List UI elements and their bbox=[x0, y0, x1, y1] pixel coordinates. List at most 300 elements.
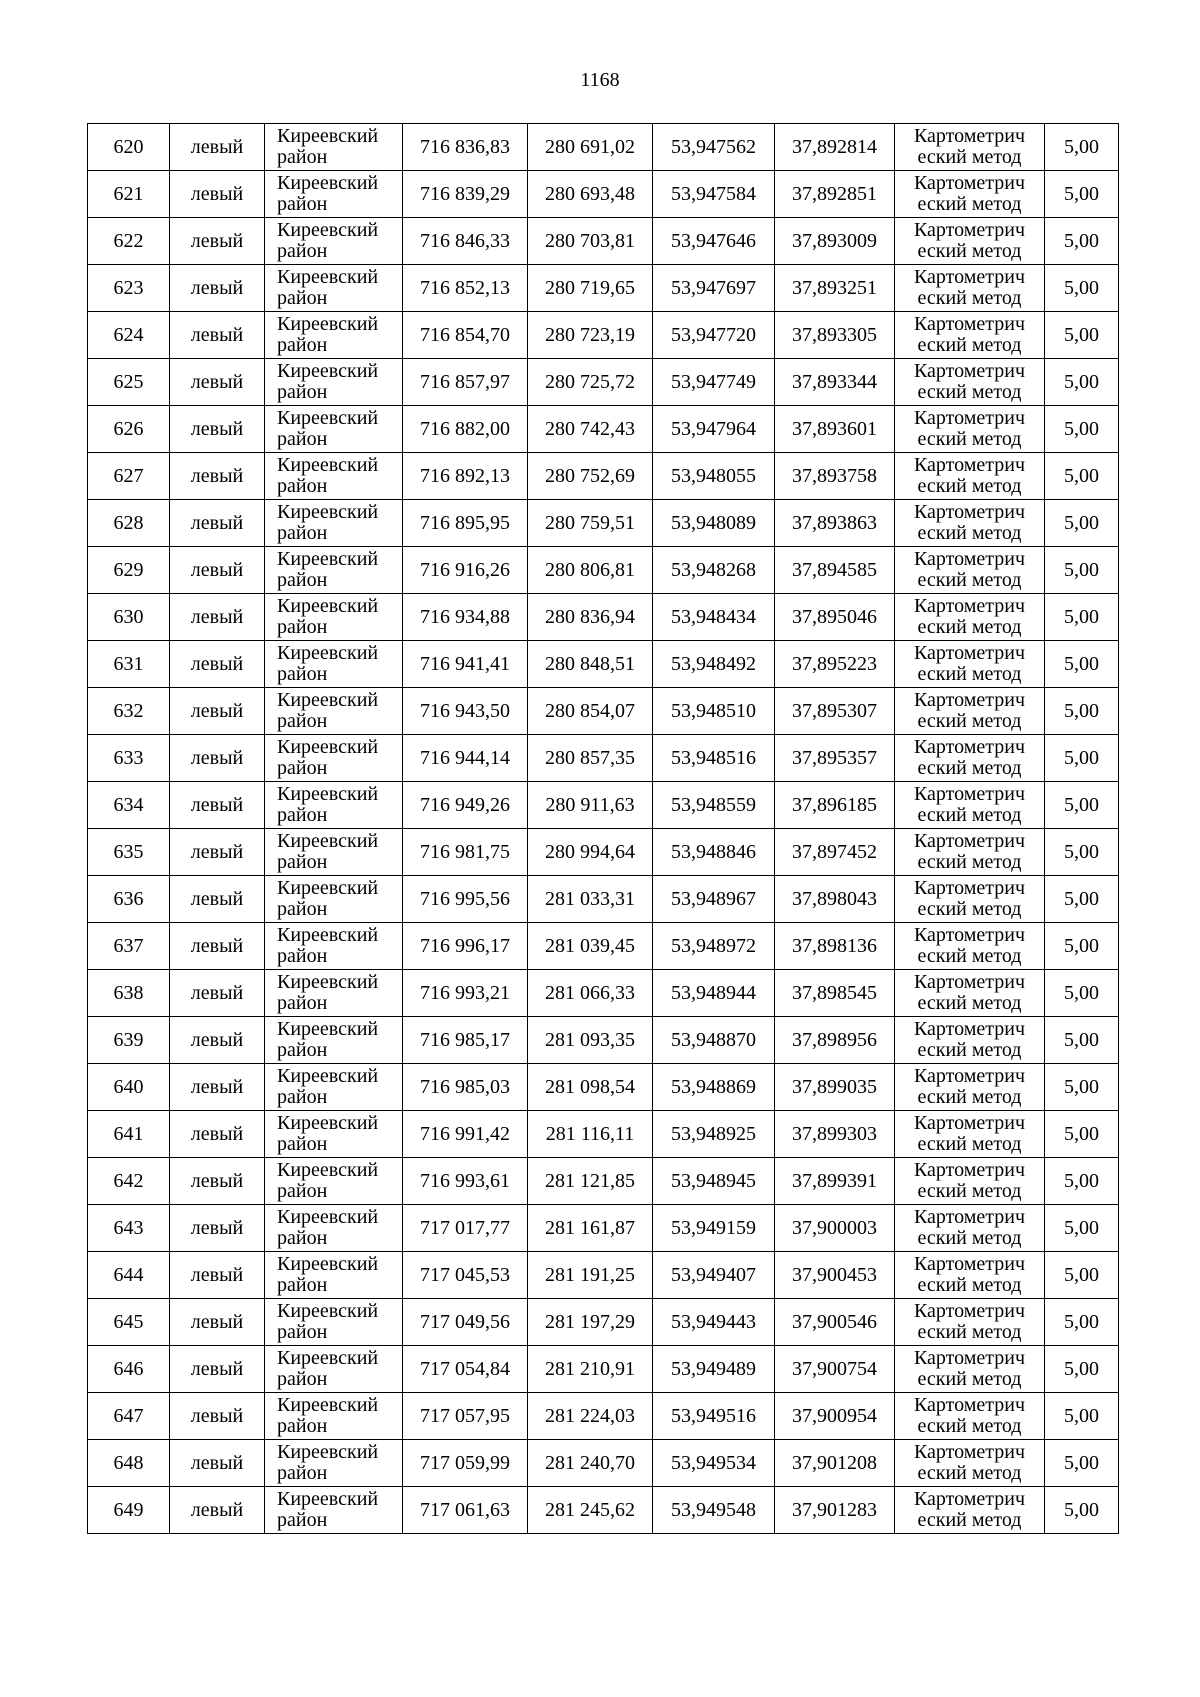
method-line-1: Картометрич bbox=[913, 1018, 1026, 1040]
point-number-cell: 631 bbox=[88, 641, 170, 688]
region-line-1: Киреевский bbox=[277, 313, 379, 335]
region-line-2: район bbox=[277, 428, 328, 450]
method-line-2: еский метод bbox=[917, 757, 1022, 779]
x-coordinate-cell: 717 054,84 bbox=[403, 1346, 528, 1393]
method-line-1: Картометрич bbox=[913, 1488, 1026, 1510]
method-line-1: Картометрич bbox=[913, 548, 1026, 570]
point-number-cell: 628 bbox=[88, 500, 170, 547]
region-line-2: район bbox=[277, 240, 328, 262]
longitude-cell: 37,899303 bbox=[775, 1111, 895, 1158]
point-number-cell: 649 bbox=[88, 1487, 170, 1534]
point-number-cell: 633 bbox=[88, 735, 170, 782]
bank-side-cell: левый bbox=[170, 1111, 265, 1158]
bank-side-cell: левый bbox=[170, 547, 265, 594]
method-line-2: еский метод bbox=[917, 1509, 1022, 1531]
region-cell bbox=[265, 594, 403, 641]
accuracy-cell: 5,00 bbox=[1045, 829, 1119, 876]
table-row bbox=[88, 547, 1119, 594]
x-coordinate-cell: 716 916,26 bbox=[403, 547, 528, 594]
region-line-1: Киреевский bbox=[277, 125, 379, 147]
latitude-cell: 53,948089 bbox=[653, 500, 775, 547]
region-line-1: Киреевский bbox=[277, 1441, 379, 1463]
method-cell bbox=[895, 923, 1045, 970]
method-line-2: еский метод bbox=[917, 1415, 1022, 1437]
table-row bbox=[88, 1205, 1119, 1252]
y-coordinate-cell: 280 752,69 bbox=[528, 453, 653, 500]
bank-side-cell: левый bbox=[170, 1487, 265, 1534]
accuracy-cell: 5,00 bbox=[1045, 641, 1119, 688]
region-line-2: район bbox=[277, 522, 328, 544]
region-line-1: Киреевский bbox=[277, 501, 379, 523]
region-line-1: Киреевский bbox=[277, 360, 379, 382]
longitude-cell: 37,900754 bbox=[775, 1346, 895, 1393]
coordinates-table bbox=[87, 123, 1119, 1534]
region-cell bbox=[265, 359, 403, 406]
region-cell bbox=[265, 1393, 403, 1440]
method-line-2: еский метод bbox=[917, 522, 1022, 544]
bank-side-cell: левый bbox=[170, 218, 265, 265]
region-cell bbox=[265, 1064, 403, 1111]
region-cell bbox=[265, 735, 403, 782]
accuracy-cell: 5,00 bbox=[1045, 1346, 1119, 1393]
y-coordinate-cell: 281 116,11 bbox=[528, 1111, 653, 1158]
method-line-1: Картометрич bbox=[913, 877, 1026, 899]
region-line-2: район bbox=[277, 1368, 328, 1390]
longitude-cell: 37,893251 bbox=[775, 265, 895, 312]
region-line-1: Киреевский bbox=[277, 642, 379, 664]
bank-side-cell: левый bbox=[170, 594, 265, 641]
method-line-1: Картометрич bbox=[913, 830, 1026, 852]
region-line-2: район bbox=[277, 381, 328, 403]
y-coordinate-cell: 281 224,03 bbox=[528, 1393, 653, 1440]
x-coordinate-cell: 716 934,88 bbox=[403, 594, 528, 641]
region-line-2: район bbox=[277, 1462, 328, 1484]
longitude-cell: 37,893344 bbox=[775, 359, 895, 406]
longitude-cell: 37,893601 bbox=[775, 406, 895, 453]
y-coordinate-cell: 281 161,87 bbox=[528, 1205, 653, 1252]
region-line-2: район bbox=[277, 992, 328, 1014]
latitude-cell: 53,949516 bbox=[653, 1393, 775, 1440]
method-line-1: Картометрич bbox=[913, 1253, 1026, 1275]
accuracy-cell: 5,00 bbox=[1045, 1440, 1119, 1487]
x-coordinate-cell: 716 854,70 bbox=[403, 312, 528, 359]
table-row bbox=[88, 1064, 1119, 1111]
accuracy-cell: 5,00 bbox=[1045, 1205, 1119, 1252]
y-coordinate-cell: 281 191,25 bbox=[528, 1252, 653, 1299]
accuracy-cell: 5,00 bbox=[1045, 1252, 1119, 1299]
region-line-2: район bbox=[277, 1133, 328, 1155]
x-coordinate-cell: 716 993,61 bbox=[403, 1158, 528, 1205]
y-coordinate-cell: 281 197,29 bbox=[528, 1299, 653, 1346]
x-coordinate-cell: 716 996,17 bbox=[403, 923, 528, 970]
y-coordinate-cell: 281 121,85 bbox=[528, 1158, 653, 1205]
longitude-cell: 37,895223 bbox=[775, 641, 895, 688]
region-line-2: район bbox=[277, 569, 328, 591]
method-line-1: Картометрич bbox=[913, 1347, 1026, 1369]
region-line-2: район bbox=[277, 851, 328, 873]
region-line-2: район bbox=[277, 898, 328, 920]
method-cell bbox=[895, 1440, 1045, 1487]
longitude-cell: 37,892851 bbox=[775, 171, 895, 218]
method-line-2: еский метод bbox=[917, 1039, 1022, 1061]
bank-side-cell: левый bbox=[170, 1158, 265, 1205]
bank-side-cell: левый bbox=[170, 406, 265, 453]
method-cell bbox=[895, 1205, 1045, 1252]
y-coordinate-cell: 281 093,35 bbox=[528, 1017, 653, 1064]
region-line-1: Киреевский bbox=[277, 407, 379, 429]
latitude-cell: 53,949534 bbox=[653, 1440, 775, 1487]
table-row bbox=[88, 1440, 1119, 1487]
region-cell bbox=[265, 453, 403, 500]
longitude-cell: 37,893009 bbox=[775, 218, 895, 265]
accuracy-cell: 5,00 bbox=[1045, 171, 1119, 218]
x-coordinate-cell: 716 985,17 bbox=[403, 1017, 528, 1064]
region-line-1: Киреевский bbox=[277, 1300, 379, 1322]
table-row bbox=[88, 1346, 1119, 1393]
method-line-2: еский метод bbox=[917, 475, 1022, 497]
method-line-1: Картометрич bbox=[913, 1206, 1026, 1228]
latitude-cell: 53,948510 bbox=[653, 688, 775, 735]
method-cell bbox=[895, 1346, 1045, 1393]
y-coordinate-cell: 280 759,51 bbox=[528, 500, 653, 547]
point-number-cell: 627 bbox=[88, 453, 170, 500]
method-line-1: Картометрич bbox=[913, 783, 1026, 805]
accuracy-cell: 5,00 bbox=[1045, 1064, 1119, 1111]
method-line-2: еский метод bbox=[917, 1133, 1022, 1155]
region-line-1: Киреевский bbox=[277, 1206, 379, 1228]
latitude-cell: 53,949407 bbox=[653, 1252, 775, 1299]
bank-side-cell: левый bbox=[170, 1440, 265, 1487]
method-line-2: еский метод bbox=[917, 616, 1022, 638]
y-coordinate-cell: 280 725,72 bbox=[528, 359, 653, 406]
accuracy-cell: 5,00 bbox=[1045, 500, 1119, 547]
region-cell bbox=[265, 265, 403, 312]
method-cell bbox=[895, 1111, 1045, 1158]
region-line-1: Киреевский bbox=[277, 1159, 379, 1181]
point-number-cell: 644 bbox=[88, 1252, 170, 1299]
y-coordinate-cell: 280 911,63 bbox=[528, 782, 653, 829]
longitude-cell: 37,900954 bbox=[775, 1393, 895, 1440]
region-line-2: район bbox=[277, 193, 328, 215]
y-coordinate-cell: 280 857,35 bbox=[528, 735, 653, 782]
accuracy-cell: 5,00 bbox=[1045, 312, 1119, 359]
y-coordinate-cell: 280 994,64 bbox=[528, 829, 653, 876]
region-line-2: район bbox=[277, 945, 328, 967]
region-line-1: Киреевский bbox=[277, 1488, 379, 1510]
method-line-1: Картометрич bbox=[913, 1441, 1026, 1463]
method-cell bbox=[895, 547, 1045, 594]
latitude-cell: 53,948967 bbox=[653, 876, 775, 923]
x-coordinate-cell: 716 991,42 bbox=[403, 1111, 528, 1158]
region-cell bbox=[265, 547, 403, 594]
method-line-2: еский метод bbox=[917, 898, 1022, 920]
method-line-1: Картометрич bbox=[913, 1300, 1026, 1322]
method-line-2: еский метод bbox=[917, 1086, 1022, 1108]
method-cell bbox=[895, 970, 1045, 1017]
accuracy-cell: 5,00 bbox=[1045, 359, 1119, 406]
y-coordinate-cell: 280 836,94 bbox=[528, 594, 653, 641]
method-line-2: еский метод bbox=[917, 945, 1022, 967]
accuracy-cell: 5,00 bbox=[1045, 735, 1119, 782]
method-cell bbox=[895, 406, 1045, 453]
region-cell bbox=[265, 1487, 403, 1534]
table-row bbox=[88, 735, 1119, 782]
method-line-2: еский метод bbox=[917, 334, 1022, 356]
bank-side-cell: левый bbox=[170, 1205, 265, 1252]
accuracy-cell: 5,00 bbox=[1045, 876, 1119, 923]
region-cell bbox=[265, 312, 403, 359]
longitude-cell: 37,893863 bbox=[775, 500, 895, 547]
region-cell bbox=[265, 876, 403, 923]
region-line-1: Киреевский bbox=[277, 266, 379, 288]
bank-side-cell: левый bbox=[170, 829, 265, 876]
method-line-1: Картометрич bbox=[913, 219, 1026, 241]
accuracy-cell: 5,00 bbox=[1045, 1158, 1119, 1205]
bank-side-cell: левый bbox=[170, 782, 265, 829]
region-line-2: район bbox=[277, 1415, 328, 1437]
table-row bbox=[88, 1017, 1119, 1064]
x-coordinate-cell: 716 995,56 bbox=[403, 876, 528, 923]
method-line-1: Картометрич bbox=[913, 313, 1026, 335]
region-cell bbox=[265, 124, 403, 171]
region-cell bbox=[265, 923, 403, 970]
x-coordinate-cell: 716 941,41 bbox=[403, 641, 528, 688]
region-line-2: район bbox=[277, 475, 328, 497]
x-coordinate-cell: 717 061,63 bbox=[403, 1487, 528, 1534]
point-number-cell: 641 bbox=[88, 1111, 170, 1158]
point-number-cell: 640 bbox=[88, 1064, 170, 1111]
point-number-cell: 642 bbox=[88, 1158, 170, 1205]
table-row bbox=[88, 688, 1119, 735]
latitude-cell: 53,949159 bbox=[653, 1205, 775, 1252]
region-line-2: район bbox=[277, 334, 328, 356]
bank-side-cell: левый bbox=[170, 500, 265, 547]
longitude-cell: 37,900453 bbox=[775, 1252, 895, 1299]
method-line-2: еский метод bbox=[917, 992, 1022, 1014]
accuracy-cell: 5,00 bbox=[1045, 124, 1119, 171]
region-line-2: район bbox=[277, 287, 328, 309]
latitude-cell: 53,947720 bbox=[653, 312, 775, 359]
region-line-2: район bbox=[277, 710, 328, 732]
accuracy-cell: 5,00 bbox=[1045, 1017, 1119, 1064]
longitude-cell: 37,894585 bbox=[775, 547, 895, 594]
region-cell bbox=[265, 782, 403, 829]
method-line-2: еский метод bbox=[917, 569, 1022, 591]
method-line-1: Картометрич bbox=[913, 407, 1026, 429]
longitude-cell: 37,895357 bbox=[775, 735, 895, 782]
x-coordinate-cell: 716 852,13 bbox=[403, 265, 528, 312]
method-line-2: еский метод bbox=[917, 287, 1022, 309]
region-line-1: Киреевский bbox=[277, 1253, 379, 1275]
region-line-2: район bbox=[277, 1274, 328, 1296]
region-line-2: район bbox=[277, 663, 328, 685]
method-line-1: Картометрич bbox=[913, 1159, 1026, 1181]
x-coordinate-cell: 716 993,21 bbox=[403, 970, 528, 1017]
point-number-cell: 635 bbox=[88, 829, 170, 876]
region-line-1: Киреевский bbox=[277, 1065, 379, 1087]
region-cell bbox=[265, 1252, 403, 1299]
region-cell bbox=[265, 688, 403, 735]
accuracy-cell: 5,00 bbox=[1045, 1487, 1119, 1534]
y-coordinate-cell: 281 039,45 bbox=[528, 923, 653, 970]
bank-side-cell: левый bbox=[170, 923, 265, 970]
region-line-2: район bbox=[277, 804, 328, 826]
y-coordinate-cell: 281 098,54 bbox=[528, 1064, 653, 1111]
y-coordinate-cell: 280 742,43 bbox=[528, 406, 653, 453]
method-cell bbox=[895, 218, 1045, 265]
bank-side-cell: левый bbox=[170, 1252, 265, 1299]
longitude-cell: 37,893305 bbox=[775, 312, 895, 359]
y-coordinate-cell: 281 240,70 bbox=[528, 1440, 653, 1487]
table-row bbox=[88, 312, 1119, 359]
point-number-cell: 620 bbox=[88, 124, 170, 171]
method-line-2: еский метод bbox=[917, 851, 1022, 873]
method-line-2: еский метод bbox=[917, 428, 1022, 450]
region-line-1: Киреевский bbox=[277, 595, 379, 617]
point-number-cell: 639 bbox=[88, 1017, 170, 1064]
longitude-cell: 37,898136 bbox=[775, 923, 895, 970]
latitude-cell: 53,948434 bbox=[653, 594, 775, 641]
longitude-cell: 37,901283 bbox=[775, 1487, 895, 1534]
point-number-cell: 622 bbox=[88, 218, 170, 265]
accuracy-cell: 5,00 bbox=[1045, 547, 1119, 594]
bank-side-cell: левый bbox=[170, 688, 265, 735]
method-line-1: Картометрич bbox=[913, 454, 1026, 476]
longitude-cell: 37,893758 bbox=[775, 453, 895, 500]
method-cell bbox=[895, 500, 1045, 547]
point-number-cell: 621 bbox=[88, 171, 170, 218]
point-number-cell: 645 bbox=[88, 1299, 170, 1346]
x-coordinate-cell: 716 836,83 bbox=[403, 124, 528, 171]
region-line-2: район bbox=[277, 757, 328, 779]
accuracy-cell: 5,00 bbox=[1045, 406, 1119, 453]
method-line-1: Картометрич bbox=[913, 125, 1026, 147]
region-cell bbox=[265, 1158, 403, 1205]
region-cell bbox=[265, 1017, 403, 1064]
accuracy-cell: 5,00 bbox=[1045, 970, 1119, 1017]
method-cell bbox=[895, 1017, 1045, 1064]
latitude-cell: 53,948869 bbox=[653, 1064, 775, 1111]
accuracy-cell: 5,00 bbox=[1045, 1111, 1119, 1158]
latitude-cell: 53,948944 bbox=[653, 970, 775, 1017]
method-line-2: еский метод bbox=[917, 710, 1022, 732]
latitude-cell: 53,948268 bbox=[653, 547, 775, 594]
bank-side-cell: левый bbox=[170, 312, 265, 359]
latitude-cell: 53,948492 bbox=[653, 641, 775, 688]
method-line-1: Картометрич bbox=[913, 595, 1026, 617]
region-line-2: район bbox=[277, 1086, 328, 1108]
y-coordinate-cell: 280 723,19 bbox=[528, 312, 653, 359]
latitude-cell: 53,949489 bbox=[653, 1346, 775, 1393]
latitude-cell: 53,947964 bbox=[653, 406, 775, 453]
y-coordinate-cell: 280 719,65 bbox=[528, 265, 653, 312]
latitude-cell: 53,948870 bbox=[653, 1017, 775, 1064]
longitude-cell: 37,901208 bbox=[775, 1440, 895, 1487]
region-line-2: район bbox=[277, 1227, 328, 1249]
method-cell bbox=[895, 1064, 1045, 1111]
point-number-cell: 648 bbox=[88, 1440, 170, 1487]
method-line-2: еский метод bbox=[917, 1180, 1022, 1202]
method-cell bbox=[895, 1252, 1045, 1299]
region-cell bbox=[265, 406, 403, 453]
region-line-2: район bbox=[277, 146, 328, 168]
y-coordinate-cell: 281 245,62 bbox=[528, 1487, 653, 1534]
x-coordinate-cell: 716 882,00 bbox=[403, 406, 528, 453]
method-cell bbox=[895, 1487, 1045, 1534]
x-coordinate-cell: 716 895,95 bbox=[403, 500, 528, 547]
region-line-1: Киреевский bbox=[277, 877, 379, 899]
accuracy-cell: 5,00 bbox=[1045, 923, 1119, 970]
x-coordinate-cell: 716 943,50 bbox=[403, 688, 528, 735]
point-number-cell: 647 bbox=[88, 1393, 170, 1440]
region-cell bbox=[265, 970, 403, 1017]
table-row bbox=[88, 171, 1119, 218]
table-row bbox=[88, 1111, 1119, 1158]
method-line-2: еский метод bbox=[917, 146, 1022, 168]
method-cell bbox=[895, 1393, 1045, 1440]
region-cell bbox=[265, 1111, 403, 1158]
region-line-1: Киреевский bbox=[277, 454, 379, 476]
region-line-2: район bbox=[277, 616, 328, 638]
region-cell bbox=[265, 829, 403, 876]
x-coordinate-cell: 716 949,26 bbox=[403, 782, 528, 829]
method-line-1: Картометрич bbox=[913, 1112, 1026, 1134]
method-line-1: Картометрич bbox=[913, 360, 1026, 382]
bank-side-cell: левый bbox=[170, 1299, 265, 1346]
table-row bbox=[88, 1299, 1119, 1346]
method-line-2: еский метод bbox=[917, 1321, 1022, 1343]
accuracy-cell: 5,00 bbox=[1045, 688, 1119, 735]
point-number-cell: 626 bbox=[88, 406, 170, 453]
longitude-cell: 37,898545 bbox=[775, 970, 895, 1017]
region-line-2: район bbox=[277, 1321, 328, 1343]
page-number: 1168 bbox=[580, 69, 620, 91]
longitude-cell: 37,900003 bbox=[775, 1205, 895, 1252]
region-cell bbox=[265, 1205, 403, 1252]
method-cell bbox=[895, 594, 1045, 641]
point-number-cell: 625 bbox=[88, 359, 170, 406]
bank-side-cell: левый bbox=[170, 641, 265, 688]
latitude-cell: 53,947584 bbox=[653, 171, 775, 218]
method-line-2: еский метод bbox=[917, 1462, 1022, 1484]
table-row bbox=[88, 124, 1119, 171]
longitude-cell: 37,896185 bbox=[775, 782, 895, 829]
region-cell bbox=[265, 1440, 403, 1487]
method-cell bbox=[895, 829, 1045, 876]
method-cell bbox=[895, 312, 1045, 359]
latitude-cell: 53,948945 bbox=[653, 1158, 775, 1205]
region-line-1: Киреевский bbox=[277, 1112, 379, 1134]
region-line-1: Киреевский bbox=[277, 783, 379, 805]
latitude-cell: 53,948846 bbox=[653, 829, 775, 876]
method-line-2: еский метод bbox=[917, 1368, 1022, 1390]
region-line-1: Киреевский bbox=[277, 689, 379, 711]
longitude-cell: 37,899035 bbox=[775, 1064, 895, 1111]
longitude-cell: 37,900546 bbox=[775, 1299, 895, 1346]
y-coordinate-cell: 280 703,81 bbox=[528, 218, 653, 265]
bank-side-cell: левый bbox=[170, 453, 265, 500]
point-number-cell: 630 bbox=[88, 594, 170, 641]
bank-side-cell: левый bbox=[170, 1064, 265, 1111]
region-cell bbox=[265, 1346, 403, 1393]
table-row bbox=[88, 1487, 1119, 1534]
table-row bbox=[88, 641, 1119, 688]
accuracy-cell: 5,00 bbox=[1045, 218, 1119, 265]
x-coordinate-cell: 716 985,03 bbox=[403, 1064, 528, 1111]
latitude-cell: 53,948972 bbox=[653, 923, 775, 970]
point-number-cell: 632 bbox=[88, 688, 170, 735]
method-line-1: Картометрич bbox=[913, 1394, 1026, 1416]
